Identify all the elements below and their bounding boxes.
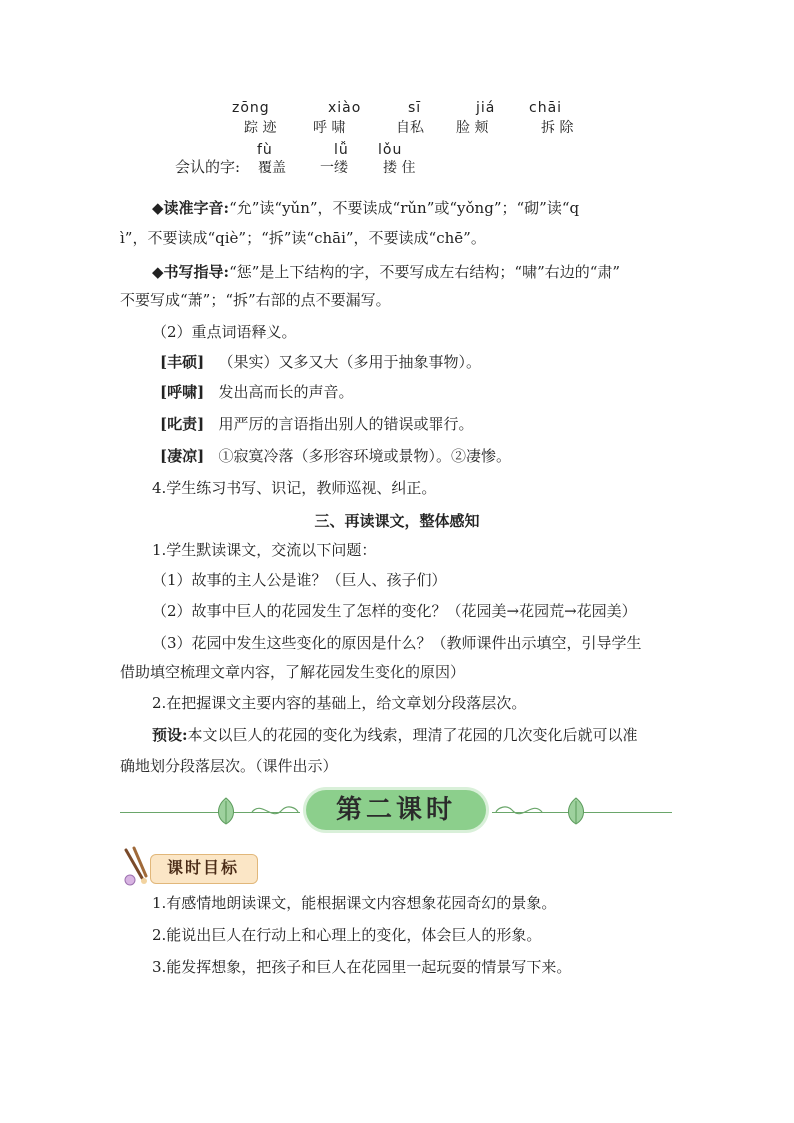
swirl-decoration-icon	[250, 800, 300, 822]
word-fugai: 覆盖	[258, 160, 286, 176]
preset-line1	[152, 725, 638, 745]
pinyin-jia: jiá	[476, 100, 496, 116]
pinyin-si: sī	[408, 100, 422, 116]
pinyin-lv: lǚ	[334, 142, 349, 158]
goal-item: 1.有感情地朗读课文，能根据课文内容想象花园奇幻的景象。	[152, 894, 557, 912]
vocab-item	[160, 382, 354, 402]
s3-item-2: 2.在把握课文主要内容的基础上，给文章划分段落层次。	[152, 694, 527, 712]
vocab-def: ①寂寞冷落（多形容环境或景物）。②凄惨。	[218, 447, 512, 465]
pinyin-xiao: xiào	[328, 100, 362, 116]
word-chaichu: 拆 除	[541, 120, 574, 136]
pinyin-lou: lǒu	[378, 142, 403, 158]
word-huxiao: 呼 啸	[313, 120, 346, 136]
recognize-label: 会认的字:	[175, 158, 241, 176]
word-louzhu: 搂 住	[383, 160, 416, 176]
s3-question-2: （2）故事中巨人的花园发生了怎样的变化？（花园美→花园荒→花园美）	[152, 602, 637, 620]
leaf-icon	[212, 796, 240, 826]
vocab-title: （2）重点词语释义。	[152, 323, 297, 341]
writing-text1: “惩”是上下结构的字，不要写成左右结构；“啸”右边的“肃”	[229, 263, 621, 281]
vocab-item	[160, 446, 511, 466]
preset-line2: 确地划分段落层次。（课件出示）	[120, 757, 338, 775]
pronunciation-label: ◆读准字音:	[152, 199, 230, 217]
vocab-item	[160, 352, 481, 372]
word-zongji: 踪 迹	[244, 120, 277, 136]
writing-line2: 不要写成“萧”；“拆”右部的点不要漏写。	[120, 291, 391, 309]
pinyin-chai: chāi	[529, 100, 563, 116]
vocab-item	[160, 414, 474, 434]
writing-label: ◆书写指导:	[152, 263, 230, 281]
word-lianjia: 脸 颊	[456, 120, 489, 136]
vocab-term: [丰硕]	[160, 353, 205, 371]
goals-badge-label: 课时目标	[166, 858, 239, 877]
preset-label: 预设:	[152, 726, 188, 744]
vocab-def: 发出高而长的声音。	[218, 383, 354, 401]
pinyin-fu: fù	[257, 142, 273, 158]
word-zisi: 自私	[396, 120, 424, 136]
s3-question-3-line1: （3）花园中发生这些变化的原因是什么？（教师课件出示填空，引导学生	[152, 634, 642, 652]
goal-item: 3.能发挥想象，把孩子和巨人在花园里一起玩耍的情景写下来。	[152, 958, 572, 976]
leaf-icon	[562, 796, 590, 826]
vocab-def: （果实）又多又大（多用于抽象事物）。	[218, 353, 482, 371]
section-3-title: 三、再读课文，整体感知	[314, 512, 480, 530]
word-yilv: 一缕	[320, 160, 348, 176]
writing-line1	[152, 262, 620, 282]
lesson-banner-title: 第二课时	[335, 795, 456, 825]
vocab-term: [凄凉]	[160, 447, 205, 465]
s3-question-3-line2: 借助填空梳理文章内容，了解花园发生变化的原因）	[120, 663, 466, 681]
vocab-def: 用严厉的言语指出别人的错误或罪行。	[218, 415, 474, 433]
s3-question-1: （1）故事的主人公是谁？（巨人、孩子们）	[152, 571, 447, 589]
vocab-term: [叱责]	[160, 415, 205, 433]
pronunciation-text1: “允”读“yǔn”，不要读成“rǔn”或“yǒng”；“砌”读“q	[229, 199, 580, 217]
pinyin-zong: zōng	[232, 100, 270, 116]
pronunciation-line2: ì”，不要读成“qiè”；“拆”读“chāi”，不要读成“chē”。	[120, 229, 486, 247]
step-4: 4.学生练习书写、识记，教师巡视、纠正。	[152, 479, 437, 497]
vocab-term: [呼啸]	[160, 383, 205, 401]
swirl-decoration-icon	[494, 800, 544, 822]
goal-item: 2.能说出巨人在行动上和心理上的变化，体会巨人的形象。	[152, 926, 542, 944]
preset-text1: 本文以巨人的花园的变化为线索，理清了花园的几次变化后就可以准	[187, 726, 638, 744]
s3-item-1: 1.学生默读课文，交流以下问题：	[152, 541, 377, 559]
pronunciation-line1	[152, 198, 579, 218]
